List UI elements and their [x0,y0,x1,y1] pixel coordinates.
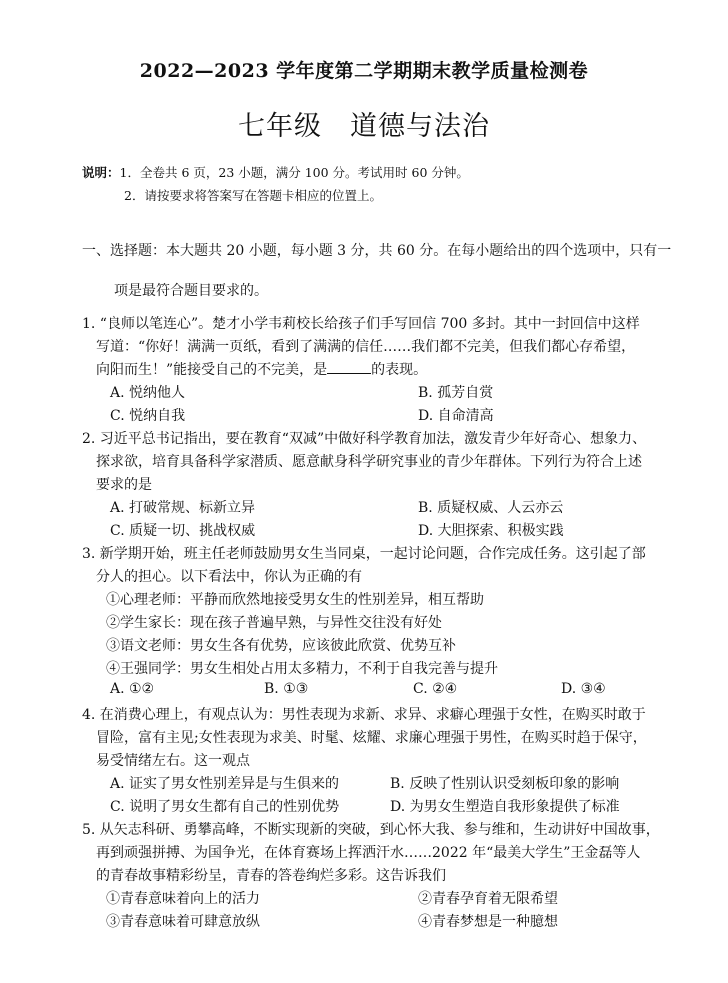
question-3-statement: ①心理老师：平静而欣然地接受男女生的性别差异，相互帮助 [106,592,484,608]
question-2-line: 2. 习近平总书记指出，要在教育“双减”中做好科学教育加法，激发青少年好奇心、想象力、 [82,431,647,447]
statement-1: ①青春意味着向上的活力 [106,891,260,907]
option-a: A. 打破常规、标新立异 [110,500,256,516]
section-header-line-2: 项是最符合题目要求的。 [114,283,268,299]
section-header-line-1: 一、选择题：本大题共 20 小题，每小题 3 分，共 60 分。在每小题给出的四个选项中，只有一 [82,243,672,259]
question-1-line: 1. “良师以笔连心”。楚才小学韦莉校长给孩子们手写回信 700 多封。其中一封回信中这样 [82,316,640,332]
option-a: A. ①② [110,681,155,697]
question-2-line: 要求的是 [96,477,152,493]
option-a: A. 悦纳他人 [110,385,186,401]
statement-3: ③青春意味着可肆意放纵 [106,914,260,930]
option-c: C. 质疑一切、挑战权威 [110,523,256,539]
option-b: B. ①③ [264,681,309,697]
option-d: D. 自命清高 [418,408,494,424]
question-1-line: 写道：“你好！满满一页纸，看到了满满的信任……我们都不完美，但我们都心存希望， [96,339,636,355]
question-1-stem-end: 的表现。 [371,362,428,378]
exam-subtitle: 七年级 道德与法治 [238,111,490,142]
option-d: D. 为男女生塑造自我形象提供了标准 [390,799,620,815]
question-1-stem: 向阳而生！”能接受自己的不完美，是 [96,362,328,378]
option-b: B. 质疑权威、人云亦云 [418,500,564,516]
answer-blank [327,359,371,374]
statement-4: ④青春梦想是一种臆想 [418,914,558,930]
statement-2: ②青春孕育着无限希望 [418,891,558,907]
note-text-1: 1．全卷共 6 页，23 小题，满分 100 分。考试用时 60 分钟。 [119,165,469,180]
question-2-line: 探求欲，培育具备科学家潜质、愿意献身科学研究事业的青少年群体。下列行为符合上述 [96,454,642,470]
option-b: B. 孤芳自赏 [418,385,494,401]
option-d: D. 大胆探索、积极实践 [418,523,564,539]
option-d: D. ③④ [561,681,606,697]
question-3-statement: ④王强同学：男女生相处占用太多精力，不利于自我完善与提升 [106,661,498,677]
question-5-line: 的青春故事精彩纷呈，青春的答卷绚烂多彩。这告诉我们 [96,868,446,884]
question-1-line [96,359,427,379]
question-3-line: 分人的担心。以下看法中，你认为正确的有 [96,569,362,585]
question-4-line: 冒险，富有主见;女性表现为求美、时髦、炫耀、求廉心理强于男性，在购买时趋于保守， [96,730,647,746]
option-c: C. ②④ [413,681,458,697]
note-line-2: 2．请按要求将答案写在答题卡相应的位置上。 [124,188,382,203]
option-c: C. 说明了男女生都有自己的性别优势 [110,799,340,815]
note-label: 说明： [82,165,120,180]
question-4-line: 易受情绪左右。这一观点 [96,753,250,769]
question-5-line: 5. 从矢志科研、勇攀高峰，不断实现新的突破，到心怀大我、参与维和，生动讲好中国故事， [82,822,660,838]
exam-title: 2022—2023 学年度第二学期期末教学质量检测卷 [139,60,589,82]
question-5-line: 再到顽强拼搏、为国争光，在体育赛场上挥洒汗水……2022 年“最美大学生”王金磊等人 [96,845,641,861]
option-c: C. 悦纳自我 [110,408,186,424]
note-line-1 [82,163,469,181]
question-3-statement: ③语文老师：男女生各有优势，应该彼此欣赏、优势互补 [106,638,456,654]
option-a: A. 证实了男女性别差异是与生俱来的 [110,776,340,792]
question-3-line: 3. 新学期开始，班主任老师鼓励男女生当同桌，一起讨论问题，合作完成任务。这引起了部 [82,546,646,562]
question-3-statement: ②学生家长：现在孩子普遍早熟，与异性交往没有好处 [106,615,442,631]
question-4-line: 4. 在消费心理上，有观点认为：男性表现为求新、求异、求癖心理强于女性，在购买时敢于 [82,707,646,723]
option-b: B. 反映了性别认识受刻板印象的影响 [390,776,620,792]
